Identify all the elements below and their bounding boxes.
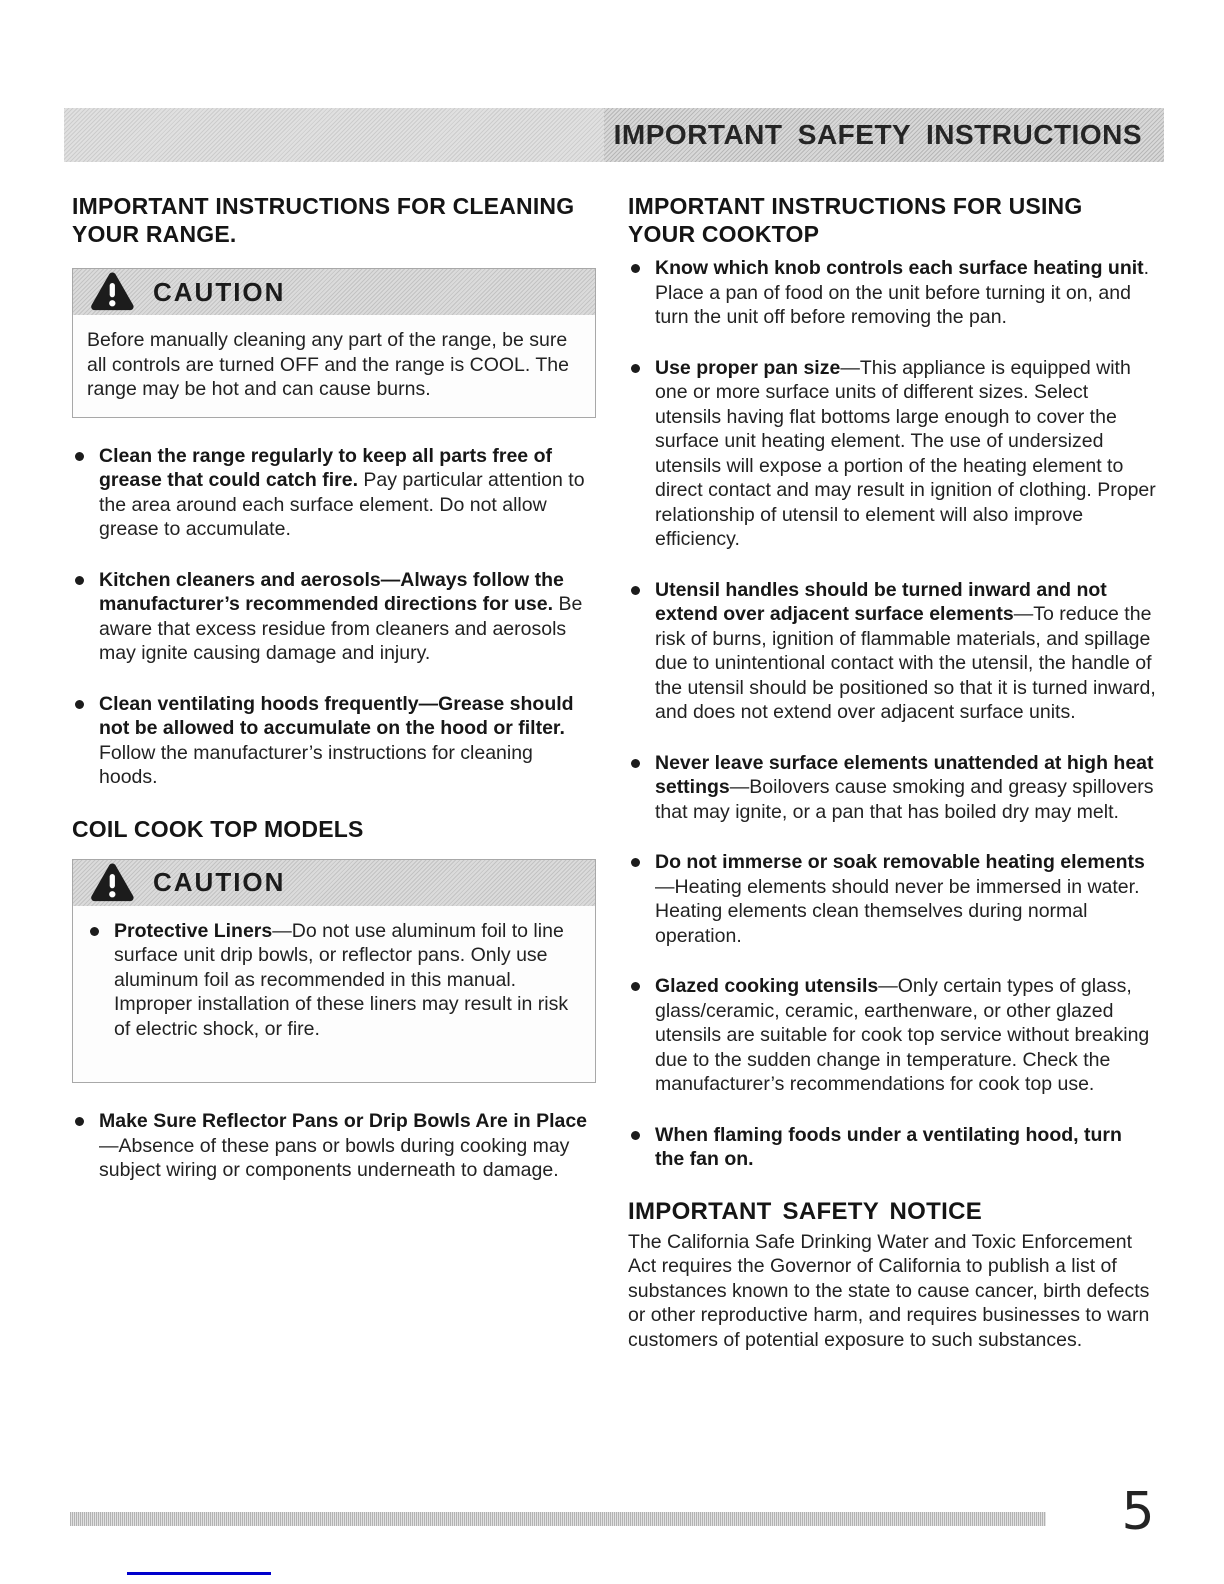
caution-body bbox=[73, 906, 595, 1083]
right-column bbox=[628, 192, 1156, 1352]
page-number: 5 bbox=[1121, 1482, 1155, 1542]
footer-blue-line bbox=[127, 1572, 271, 1575]
bullet-lead: Clean ventilating hoods frequently—Grease should not be allowed to accumulate on the hood or filter. bbox=[99, 692, 574, 740]
caution-body-text: Before manually cleaning any part of the range, be sure all controls are turned OFF and the range is COOL. The range may be hot and can cause burns. bbox=[87, 329, 569, 401]
bullet-lead: When flaming foods under a ventilating hood, turn the fan on. bbox=[655, 1123, 1122, 1171]
list-item bbox=[628, 578, 1156, 725]
list-item bbox=[628, 1123, 1156, 1172]
bullet-rest: —Boilovers cause smoking and greasy spillovers that may ignite, or a pan that has boiled dry may melt. bbox=[655, 776, 1154, 823]
bullet-lead: Make Sure Reflector Pans or Drip Bowls Are in Place bbox=[99, 1110, 588, 1133]
warning-triangle-icon bbox=[87, 862, 137, 904]
bullet-lead: Do not immerse or soak removable heating elements bbox=[655, 851, 1145, 874]
bullet-rest: Follow the manufacturer’s instructions for cleaning hoods. bbox=[99, 741, 533, 789]
bullet-rest: —Do not use aluminum foil to line surface unit drip bowls, or reflector pans. Only use aluminum foil as recommended in this manual. Improper installation of these liners may result in risk of electric shock, or fire. bbox=[114, 919, 569, 1040]
bullet-rest: Be aware that excess residue from cleaners and aerosols may ignite causing damage and injury. bbox=[99, 593, 583, 665]
caution-box-coil bbox=[72, 859, 596, 1084]
safety-notice-heading: IMPORTANT SAFETY NOTICE bbox=[628, 1197, 983, 1225]
caution-box-cleaning bbox=[72, 268, 596, 418]
bullet-rest: . Place a pan of food on the unit before turning it on, and turn the unit off before removing the pan. bbox=[655, 257, 1150, 329]
list-item bbox=[628, 751, 1156, 825]
banner-title: IMPORTANT SAFETY INSTRUCTIONS bbox=[613, 119, 1142, 150]
caution-header bbox=[73, 860, 595, 906]
safety-notice-body: The California Safe Drinking Water and Toxic Enforcement Act requires the Governor of California to publish a list of substances known to the state to cause cancer, birth defects or other reproductive harm, and requires businesses to warn customers of potential exposure to such substances. bbox=[628, 1230, 1150, 1351]
cooktop-bullet-list bbox=[628, 256, 1156, 1172]
bullet-lead: Clean the range regularly to keep all parts free of grease that could catch fire. bbox=[99, 444, 552, 492]
bullet-lead: Know which knob controls each surface heating unit bbox=[655, 257, 1144, 280]
bullet-lead: Never leave surface elements unattended at high heat settings bbox=[655, 751, 1154, 799]
list-item bbox=[72, 444, 596, 542]
bullet-lead: Protective Liners bbox=[114, 919, 273, 942]
list-item bbox=[628, 974, 1156, 1097]
bullet-rest: —Heating elements should never be immersed in water. Heating elements clean themselves during normal operation. bbox=[655, 875, 1140, 947]
list-item bbox=[87, 919, 581, 1042]
safety-banner bbox=[64, 108, 1164, 162]
bullet-rest: Pay particular attention to the area around each surface element. Do not allow grease to accumulate. bbox=[99, 469, 585, 541]
caution-header bbox=[73, 269, 595, 315]
list-item bbox=[628, 356, 1156, 552]
caution-bullet-list bbox=[87, 919, 581, 1042]
bullet-rest: —Absence of these pans or bowls during cooking may subject wiring or components underneath to damage. bbox=[99, 1134, 570, 1182]
cooktop-section-heading: IMPORTANT INSTRUCTIONS FOR USING YOUR COOKTOP bbox=[628, 193, 1083, 248]
bullet-lead: Utensil handles should be turned inward and not extend over adjacent surface elements bbox=[655, 578, 1107, 626]
warning-triangle-icon bbox=[87, 271, 137, 313]
cleaning-section-heading: IMPORTANT INSTRUCTIONS FOR CLEANING YOUR RANGE. bbox=[72, 193, 575, 248]
caution-label: CAUTION bbox=[153, 276, 286, 307]
bullet-rest: —To reduce the risk of burns, ignition of flammable materials, and spillage due to unintentional contact with the utensil, the handle of the utensil should be positioned so that it is turned inward, and does not extend over adjacent surface units. bbox=[655, 603, 1156, 724]
safety-banner-dark-block bbox=[604, 108, 1164, 162]
bullet-lead: Use proper pan size bbox=[655, 356, 841, 379]
footer-rule-bar bbox=[70, 1512, 1046, 1526]
left-column bbox=[72, 192, 596, 1209]
bullet-rest: —Only certain types of glass, glass/ceramic, ceramic, earthenware, or other glazed utensils are suitable for cook top service without breaking due to the sudden change in temperature. Check the manufacturer’s recommendations for cook top use. bbox=[655, 975, 1150, 1096]
bullet-lead: Kitchen cleaners and aerosols—Always follow the manufacturer’s recommended directions for use. bbox=[99, 568, 564, 616]
cleaning-bullet-list bbox=[72, 444, 596, 790]
caution-label: CAUTION bbox=[153, 867, 286, 898]
list-item bbox=[628, 256, 1156, 330]
list-item bbox=[72, 692, 596, 790]
list-item bbox=[72, 1109, 596, 1183]
coil-bullet-list bbox=[72, 1109, 596, 1183]
bullet-lead: Glazed cooking utensils bbox=[655, 975, 879, 998]
list-item bbox=[72, 568, 596, 666]
list-item bbox=[628, 850, 1156, 948]
coil-section-heading: COIL COOK TOP MODELS bbox=[72, 815, 364, 842]
bullet-rest: —This appliance is equipped with one or more surface units of different sizes. Select utensils having flat bottoms large enough to cover the surface unit heating element. The use of undersized utensils will expose a portion of the heating element to direct contact and may result in ignition of clothing. Proper relationship of utensil to element will also improve efficiency. bbox=[655, 356, 1156, 551]
